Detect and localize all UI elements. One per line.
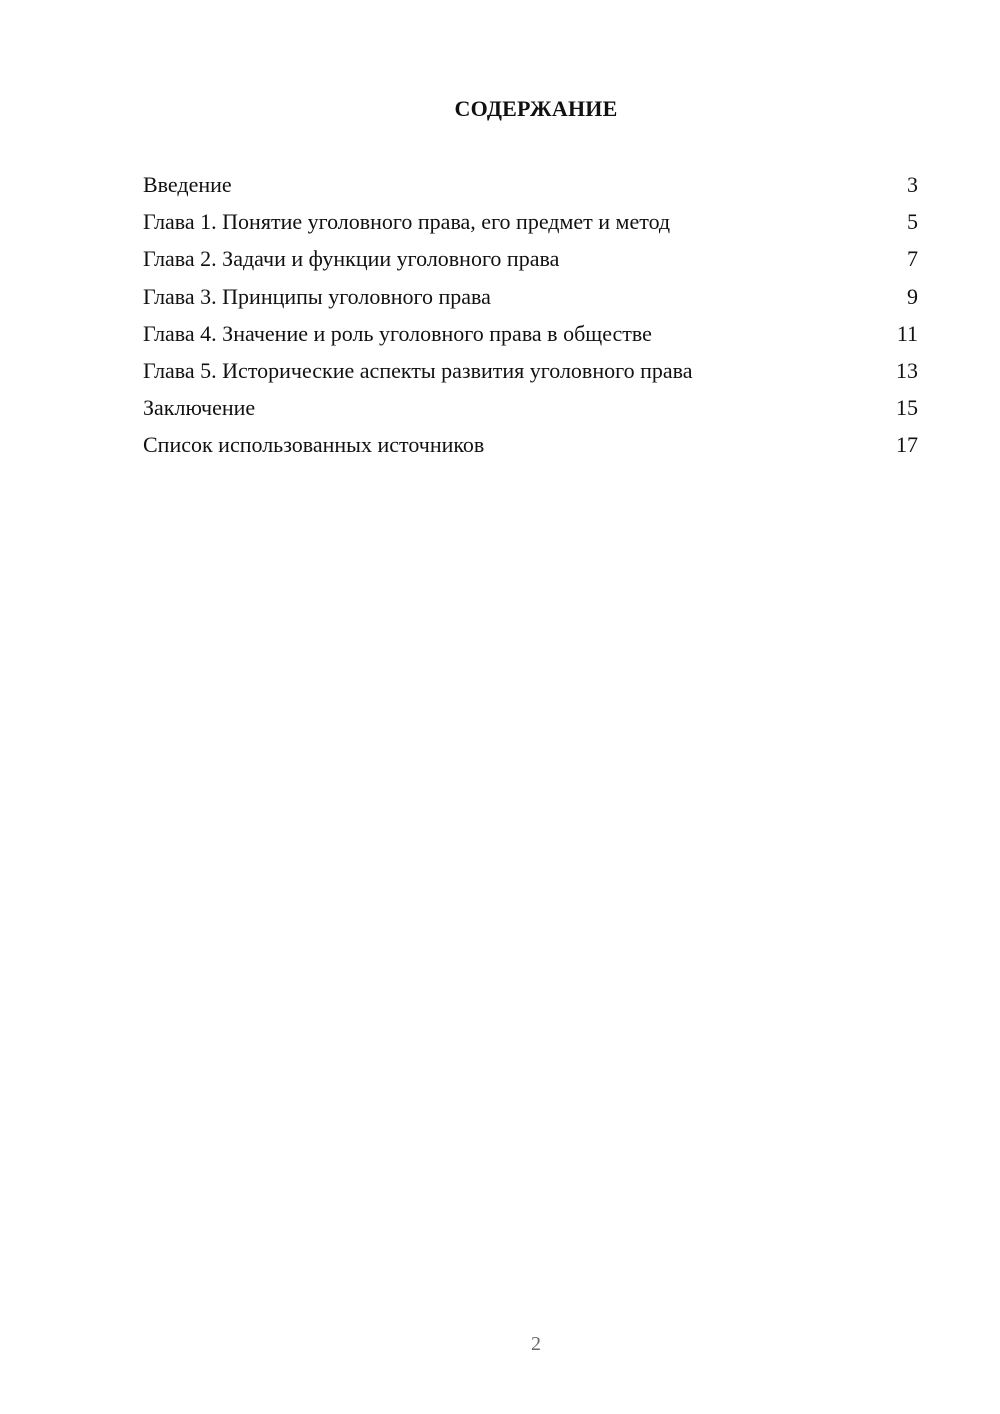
toc-entry-label: Заключение xyxy=(143,395,256,421)
toc-entry-chapter-3 xyxy=(143,282,918,319)
toc-entry-introduction xyxy=(143,170,918,207)
toc-entry-conclusion xyxy=(143,393,918,430)
page-number: 2 xyxy=(531,1333,541,1355)
toc-entry-label: Список использованных источников xyxy=(143,432,485,458)
toc-entry-page-number: 7 xyxy=(907,246,918,272)
table-of-contents xyxy=(143,170,918,468)
toc-entry-page-number: 5 xyxy=(907,209,918,235)
toc-entry-page-number: 11 xyxy=(896,320,918,346)
toc-entry-page-number: 17 xyxy=(896,432,918,458)
toc-entry-page-number: 15 xyxy=(896,395,918,421)
toc-entry-page-number: 13 xyxy=(896,357,918,383)
toc-entry-label: Глава 1. Понятие уголовного права, его предмет и метод xyxy=(143,209,671,235)
toc-entry-page-number: 3 xyxy=(907,172,918,197)
toc-entry-label: Глава 3. Принципы уголовного права xyxy=(143,283,491,309)
toc-entry-label: Введение xyxy=(143,172,232,197)
toc-title: СОДЕРЖАНИЕ xyxy=(454,96,618,121)
toc-entry-chapter-5 xyxy=(143,356,918,393)
toc-entry-references xyxy=(143,430,918,467)
toc-entry-chapter-2 xyxy=(143,244,918,281)
toc-entry-label: Глава 2. Задачи и функции уголовного права xyxy=(143,246,560,272)
toc-entry-chapter-1 xyxy=(143,207,918,244)
toc-entry-page-number: 9 xyxy=(907,283,918,309)
toc-entry-chapter-4 xyxy=(143,319,918,356)
toc-entry-label: Глава 5. Исторические аспекты развития уголовного права xyxy=(143,357,693,383)
toc-entry-label: Глава 4. Значение и роль уголовного права в обществе xyxy=(143,320,652,346)
